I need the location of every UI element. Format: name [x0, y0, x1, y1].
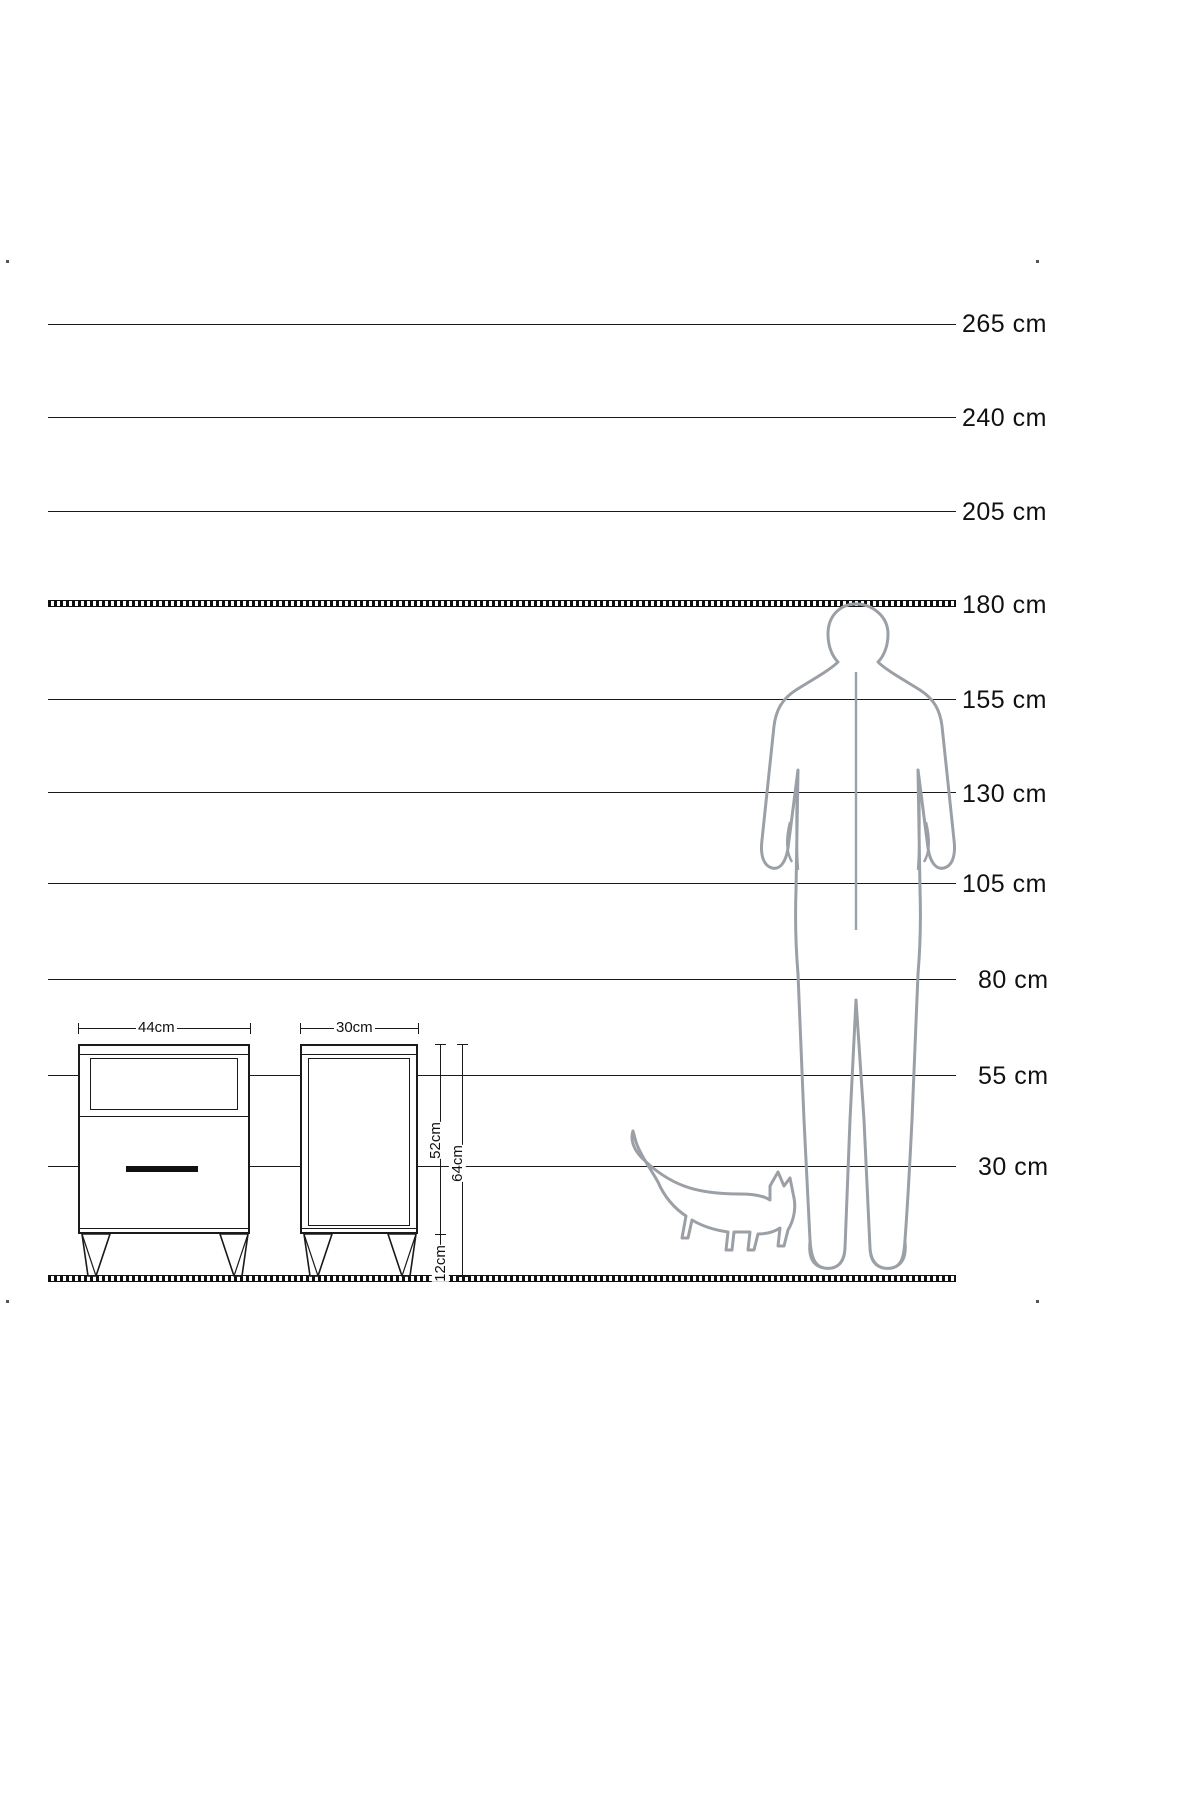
nightstand-side-panel	[308, 1058, 410, 1226]
nightstand-front-drawer-handle	[126, 1166, 198, 1172]
registration-dot-top-right	[1036, 260, 1039, 263]
dim-cap-total-bottom	[457, 1276, 468, 1277]
dim-cap-front-right	[250, 1023, 251, 1034]
nightstand-front-legs	[70, 1232, 260, 1282]
scale-label-155: 155 cm	[962, 686, 1047, 714]
nightstand-front-top-edge	[78, 1054, 250, 1055]
dim-label-leg-height: 12cm	[431, 1245, 449, 1282]
dim-label-body-height: 52cm	[426, 1122, 444, 1159]
scale-tick-205	[938, 511, 956, 512]
scale-tick-265	[938, 324, 956, 325]
scale-line-240	[48, 417, 938, 418]
scale-label-240: 240 cm	[962, 404, 1047, 432]
scale-label-105: 105 cm	[962, 870, 1047, 898]
nightstand-side-legs	[292, 1232, 428, 1282]
scale-label-80: 80 cm	[978, 966, 1049, 994]
dim-cap-total-top	[457, 1044, 468, 1045]
nightstand-front-divider	[78, 1116, 250, 1117]
dim-label-front-width: 44cm	[138, 1019, 175, 1036]
dim-label-side-width: 30cm	[336, 1019, 373, 1036]
dim-cap-body-top	[435, 1044, 446, 1045]
man-silhouette	[752, 600, 962, 1278]
nightstand-side-bottom-edge	[300, 1228, 418, 1229]
scale-label-265: 265 cm	[962, 310, 1047, 338]
dim-cap-side-left	[300, 1023, 301, 1034]
scale-label-205: 205 cm	[962, 498, 1047, 526]
registration-dot-bottom-right	[1036, 1300, 1039, 1303]
scale-line-265	[48, 324, 938, 325]
scale-label-55: 55 cm	[978, 1062, 1049, 1090]
dim-label-total-height: 64cm	[448, 1145, 466, 1182]
dim-cap-front-left	[78, 1023, 79, 1034]
registration-dot-top-left	[6, 260, 9, 263]
dim-cap-side-right	[418, 1023, 419, 1034]
scale-label-30: 30 cm	[978, 1153, 1049, 1181]
scale-label-130: 130 cm	[962, 780, 1047, 808]
scale-label-180: 180 cm	[962, 591, 1047, 619]
nightstand-front-bottom-edge	[78, 1228, 250, 1229]
scale-tick-240	[938, 417, 956, 418]
scale-line-205	[48, 511, 938, 512]
nightstand-side-top-edge	[300, 1054, 418, 1055]
nightstand-front-open-shelf	[90, 1058, 238, 1110]
registration-dot-bottom-left	[6, 1300, 9, 1303]
